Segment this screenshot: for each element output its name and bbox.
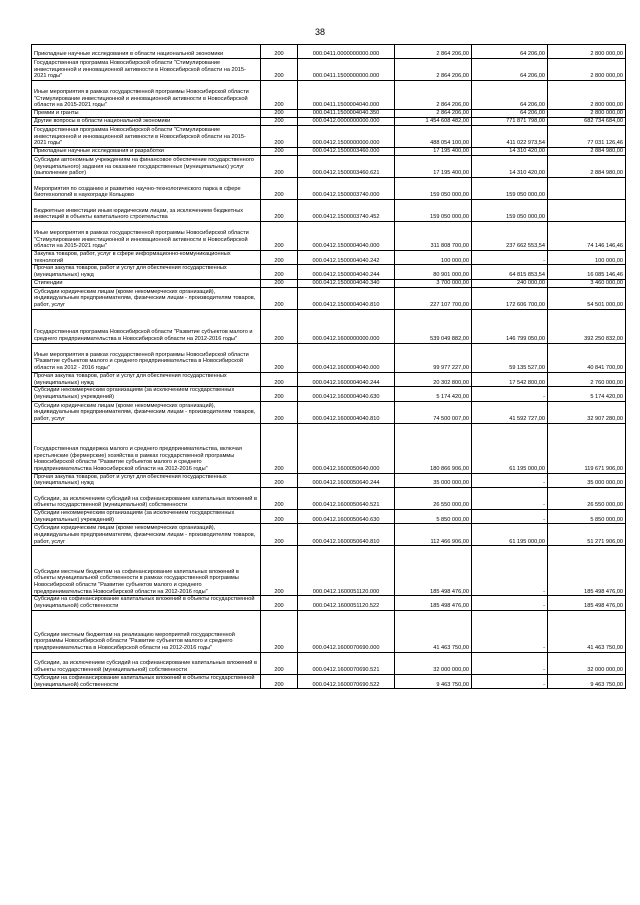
table-row — [32, 401, 626, 423]
row-spent-cell: 146 799 050,00 — [472, 309, 548, 343]
row-name-cell: Прикладные научные исследования в области национальной экономики — [32, 45, 261, 59]
row-code-cell: 000.0412.1600050640.521 — [298, 488, 395, 510]
table-row — [32, 546, 626, 596]
row-code-cell: 000.0412.1600050640.630 — [298, 510, 395, 524]
row-code-cell: 000.0411.0000000000.000 — [298, 45, 395, 59]
row-spent-cell: - — [472, 674, 548, 688]
table-row — [32, 45, 626, 59]
row-code-cell: 000.0412.1500003740.452 — [298, 200, 395, 222]
row-admin-cell: 200 — [261, 488, 298, 510]
row-name-cell: Субсидии юридическим лицам (кроме некоммерческих организаций), индивидуальным предпринимателям, физическим лицам - производителям товаров, работ, услуг — [32, 401, 261, 423]
row-name-cell: Субсидии на софинансирование капитальных вложений в объекты государственной (муниципальной) собственности — [32, 674, 261, 688]
row-code-cell: 000.0412.1600070690.521 — [298, 652, 395, 674]
row-name-cell: Субсидии местным бюджетам на реализацию мероприятий государственной программы Новосибирской области "Развитие субъектов малого и среднего предпринимательства в Новосибирской области на 2012-2016 годы" — [32, 610, 261, 652]
row-spent-cell: 64 206,00 — [472, 59, 548, 81]
row-plan-cell: 5 850 000,00 — [395, 510, 472, 524]
row-name-cell: Субсидии некоммерческим организациям (за исключением государственных (муниципальных) учреждений) — [32, 387, 261, 401]
table-row — [32, 596, 626, 610]
row-code-cell: 000.0412.1500003460.000 — [298, 148, 395, 156]
row-plan-cell: 488 054 100,00 — [395, 126, 472, 148]
row-plan-cell: 2 864 206,00 — [395, 59, 472, 81]
row-name-cell: Другие вопросы в области национальной экономики — [32, 118, 261, 126]
row-admin-cell: 200 — [261, 596, 298, 610]
row-rest-cell: 2 800 000,00 — [548, 81, 626, 110]
table-row — [32, 148, 626, 156]
row-rest-cell: 35 000 000,00 — [548, 473, 626, 487]
row-plan-cell: 100 000,00 — [395, 251, 472, 265]
row-admin-cell: 200 — [261, 372, 298, 386]
table-row — [32, 156, 626, 178]
table-row — [32, 222, 626, 251]
row-rest-cell: 119 671 906,00 — [548, 423, 626, 473]
row-rest-cell: 74 146 146,46 — [548, 222, 626, 251]
table-row — [32, 610, 626, 652]
row-admin-cell: 200 — [261, 652, 298, 674]
table-row — [32, 265, 626, 279]
row-spent-cell: - — [472, 652, 548, 674]
row-code-cell: 000.0412.1600051120.000 — [298, 546, 395, 596]
table-row — [32, 59, 626, 81]
table-row — [32, 423, 626, 473]
row-spent-cell: 64 206,00 — [472, 45, 548, 59]
row-admin-cell: 200 — [261, 423, 298, 473]
row-admin-cell: 200 — [261, 251, 298, 265]
row-code-cell: 000.0411.1500004040.000 — [298, 81, 395, 110]
row-rest-cell: 5 850 000,00 — [548, 510, 626, 524]
row-admin-cell: 200 — [261, 148, 298, 156]
row-code-cell: 000.0412.1600050640.000 — [298, 423, 395, 473]
table-row — [32, 110, 626, 118]
row-code-cell: 000.0411.1500004040.350 — [298, 110, 395, 118]
row-plan-cell: 35 000 000,00 — [395, 473, 472, 487]
row-admin-cell: 200 — [261, 265, 298, 279]
table-row — [32, 178, 626, 200]
row-rest-cell: 392 250 832,00 — [548, 309, 626, 343]
table-row — [32, 279, 626, 287]
row-name-cell: Субсидии автономным учреждениям на финансовое обеспечение государственного (муниципального) задания на оказание государственных (муниципальных) услуг (выполнение работ) — [32, 156, 261, 178]
row-plan-cell: 3 700 000,00 — [395, 279, 472, 287]
row-plan-cell: 180 866 906,00 — [395, 423, 472, 473]
row-plan-cell: 185 498 476,00 — [395, 596, 472, 610]
row-code-cell: 000.0411.1500000000.000 — [298, 59, 395, 81]
row-spent-cell: 64 206,00 — [472, 81, 548, 110]
row-admin-cell: 200 — [261, 156, 298, 178]
row-rest-cell: 2 884 980,00 — [548, 156, 626, 178]
row-code-cell: 000.0412.1600004040.244 — [298, 372, 395, 386]
row-spent-cell: 411 022 973,54 — [472, 126, 548, 148]
row-plan-cell: 159 050 000,00 — [395, 178, 472, 200]
table-row — [32, 251, 626, 265]
row-admin-cell: 200 — [261, 343, 298, 372]
row-plan-cell: 26 550 000,00 — [395, 488, 472, 510]
row-spent-cell: 61 195 000,00 — [472, 423, 548, 473]
row-rest-cell: 40 841 700,00 — [548, 343, 626, 372]
row-code-cell: 000.0412.1500003460.621 — [298, 156, 395, 178]
row-admin-cell: 200 — [261, 401, 298, 423]
row-name-cell: Субсидии некоммерческим организациям (за исключением государственных (муниципальных) учреждений) — [32, 510, 261, 524]
row-name-cell: Субсидии юридическим лицам (кроме некоммерческих организаций), индивидуальным предпринимателям, физическим лицам - производителям товаров, работ, услуг — [32, 524, 261, 546]
row-spent-cell: 172 606 700,00 — [472, 287, 548, 309]
row-spent-cell: 64 815 853,54 — [472, 265, 548, 279]
row-admin-cell: 200 — [261, 309, 298, 343]
row-code-cell: 000.0412.1500003740.000 — [298, 178, 395, 200]
row-spent-cell: 59 135 527,00 — [472, 343, 548, 372]
row-plan-cell: 539 049 882,00 — [395, 309, 472, 343]
row-name-cell: Субсидии на софинансирование капитальных вложений в объекты государственной (муниципальной) собственности — [32, 596, 261, 610]
row-code-cell: 000.0412.1600050640.810 — [298, 524, 395, 546]
row-spent-cell: 159 050 000,00 — [472, 200, 548, 222]
row-admin-cell: 200 — [261, 178, 298, 200]
row-rest-cell: 51 271 906,00 — [548, 524, 626, 546]
row-spent-cell: - — [472, 510, 548, 524]
row-rest-cell: 2 800 000,00 — [548, 45, 626, 59]
table-row — [32, 387, 626, 401]
row-spent-cell: 14 310 420,00 — [472, 148, 548, 156]
row-plan-cell: 2 864 206,00 — [395, 110, 472, 118]
row-name-cell: Прикладные научные исследования и разработки — [32, 148, 261, 156]
row-spent-cell: 61 195 000,00 — [472, 524, 548, 546]
row-name-cell: Иные мероприятия в рамках государственной программы Новосибирской области "Стимулирование инвестиционной и инновационной активности в Новосибирской области на 2015-2021 годы" — [32, 81, 261, 110]
row-rest-cell: 32 000 000,00 — [548, 652, 626, 674]
row-admin-cell: 200 — [261, 387, 298, 401]
row-name-cell: Бюджетные инвестиции иным юридическим лицам, за исключением бюджетных инвестиций в объекты капитального строительства — [32, 200, 261, 222]
row-spent-cell: - — [472, 387, 548, 401]
row-rest-cell: 41 463 750,00 — [548, 610, 626, 652]
table-row — [32, 510, 626, 524]
table-row — [32, 309, 626, 343]
row-admin-cell: 200 — [261, 126, 298, 148]
row-plan-cell: 1 454 608 482,00 — [395, 118, 472, 126]
row-name-cell: Государственная программа Новосибирской области "Развитие субъектов малого и среднего предпринимательства в Новосибирской области на 2012-2016 годы" — [32, 309, 261, 343]
page-number: 38 — [314, 27, 325, 37]
row-plan-cell: 112 466 906,00 — [395, 524, 472, 546]
row-admin-cell: 200 — [261, 45, 298, 59]
row-rest-cell: 185 498 476,00 — [548, 546, 626, 596]
table-row — [32, 524, 626, 546]
row-code-cell: 000.0412.1500004040.244 — [298, 265, 395, 279]
row-code-cell: 000.0412.1500004040.810 — [298, 287, 395, 309]
row-rest-cell: 16 085 146,46 — [548, 265, 626, 279]
table-row — [32, 488, 626, 510]
row-rest-cell — [548, 178, 626, 200]
row-admin-cell: 200 — [261, 510, 298, 524]
row-code-cell: 000.0412.1600004040.630 — [298, 387, 395, 401]
row-name-cell: Прочая закупка товаров, работ и услуг для обеспечения государственных (муниципальных) нужд — [32, 473, 261, 487]
row-spent-cell: 240 000,00 — [472, 279, 548, 287]
row-rest-cell: 5 174 420,00 — [548, 387, 626, 401]
table-row — [32, 343, 626, 372]
row-rest-cell: 54 501 000,00 — [548, 287, 626, 309]
row-plan-cell: 311 808 700,00 — [395, 222, 472, 251]
row-rest-cell: 26 550 000,00 — [548, 488, 626, 510]
row-name-cell: Субсидии местным бюджетам на софинансирование капитальных вложений в объекты муниципальной собственности в рамках государственной программы Новосибирской области "Развитие субъектов малого и среднего предпринимательства Новосибирской области на 2012-2016 годы" — [32, 546, 261, 596]
table-row — [32, 200, 626, 222]
row-name-cell: Прочая закупка товаров, работ и услуг для обеспечения государственных (муниципальных) нужд — [32, 265, 261, 279]
row-admin-cell: 200 — [261, 524, 298, 546]
row-plan-cell: 99 977 227,00 — [395, 343, 472, 372]
row-admin-cell: 200 — [261, 200, 298, 222]
row-plan-cell: 20 302 800,00 — [395, 372, 472, 386]
row-rest-cell: 9 463 750,00 — [548, 674, 626, 688]
row-rest-cell: 2 884 980,00 — [548, 148, 626, 156]
row-code-cell: 000.0412.1500004040.000 — [298, 222, 395, 251]
row-spent-cell: 771 871 798,00 — [472, 118, 548, 126]
row-name-cell: Государственная программа Новосибирской области "Стимулирование инвестиционной и инновационной активности в Новосибирской области на 2015-2021 годы" — [32, 126, 261, 148]
row-spent-cell: - — [472, 251, 548, 265]
row-rest-cell: 2 760 000,00 — [548, 372, 626, 386]
row-rest-cell: 682 734 684,00 — [548, 118, 626, 126]
table-row — [32, 118, 626, 126]
row-name-cell: Закупка товаров, работ, услуг в сфере информационно-коммуникационных технологий — [32, 251, 261, 265]
row-plan-cell: 159 050 000,00 — [395, 200, 472, 222]
row-admin-cell: 200 — [261, 59, 298, 81]
row-code-cell: 000.0412.1500004040.340 — [298, 279, 395, 287]
row-spent-cell: - — [472, 546, 548, 596]
row-spent-cell: 17 542 800,00 — [472, 372, 548, 386]
row-name-cell: Прочая закупка товаров, работ и услуг для обеспечения государственных (муниципальных) нужд — [32, 372, 261, 386]
row-rest-cell: 2 800 000,00 — [548, 59, 626, 81]
row-admin-cell: 200 — [261, 110, 298, 118]
row-rest-cell — [548, 200, 626, 222]
budget-table — [31, 44, 626, 689]
row-plan-cell: 185 498 476,00 — [395, 546, 472, 596]
row-name-cell: Премии и гранты — [32, 110, 261, 118]
row-plan-cell: 5 174 420,00 — [395, 387, 472, 401]
row-admin-cell: 200 — [261, 546, 298, 596]
row-spent-cell: - — [472, 610, 548, 652]
row-plan-cell: 227 107 700,00 — [395, 287, 472, 309]
row-plan-cell: 2 864 206,00 — [395, 45, 472, 59]
row-code-cell: 000.0412.1600070690.000 — [298, 610, 395, 652]
row-spent-cell: 159 050 000,00 — [472, 178, 548, 200]
row-spent-cell: - — [472, 488, 548, 510]
row-admin-cell: 200 — [261, 81, 298, 110]
row-spent-cell: 64 206,00 — [472, 110, 548, 118]
row-name-cell: Иные мероприятия в рамках государственной программы Новосибирской области "Стимулирование инвестиционной и инновационной активности в Новосибирской области на 2015-2021 годы" — [32, 222, 261, 251]
row-name-cell: Государственная программа Новосибирской области "Стимулирование инвестиционной и инновационной активности в Новосибирской области на 2015-2021 годы" — [32, 59, 261, 81]
row-plan-cell: 17 195 400,00 — [395, 148, 472, 156]
row-plan-cell: 74 500 007,00 — [395, 401, 472, 423]
row-name-cell: Мероприятия по созданию и развитию научно-технологического парка в сфере биотехнологий в наукограде Кольцово — [32, 178, 261, 200]
table-row — [32, 81, 626, 110]
row-plan-cell: 32 000 000,00 — [395, 652, 472, 674]
row-rest-cell: 77 031 126,46 — [548, 126, 626, 148]
table-row — [32, 674, 626, 688]
row-rest-cell: 185 498 476,00 — [548, 596, 626, 610]
table-row — [32, 652, 626, 674]
row-rest-cell: 2 800 000,00 — [548, 110, 626, 118]
table-row — [32, 287, 626, 309]
row-name-cell: Субсидии юридическим лицам (кроме некоммерческих организаций), индивидуальным предпринимателям, физическим лицам - производителям товаров, работ, услуг — [32, 287, 261, 309]
row-rest-cell: 100 000,00 — [548, 251, 626, 265]
row-name-cell: Государственная поддержка малого и среднего предпринимательства, включая крестьянские (фермерские) хозяйства в рамках государственной программы Новосибирской области "Развитие субъектов малого и среднего предпринимательства Новосибирской области на 2012-2016 годы" — [32, 423, 261, 473]
row-rest-cell: 32 907 280,00 — [548, 401, 626, 423]
row-spent-cell: - — [472, 596, 548, 610]
row-code-cell: 000.0412.1600004040.810 — [298, 401, 395, 423]
row-code-cell: 000.0412.1600004040.000 — [298, 343, 395, 372]
row-spent-cell: - — [472, 473, 548, 487]
row-plan-cell: 9 463 750,00 — [395, 674, 472, 688]
row-name-cell: Субсидии, за исключением субсидий на софинансирование капитальных вложений в объекты государственной (муниципальной) собственности — [32, 488, 261, 510]
row-admin-cell: 200 — [261, 279, 298, 287]
row-admin-cell: 200 — [261, 118, 298, 126]
row-admin-cell: 200 — [261, 222, 298, 251]
row-code-cell: 000.0412.1600051120.522 — [298, 596, 395, 610]
row-name-cell: Стипендии — [32, 279, 261, 287]
row-code-cell: 000.0412.1500000000.000 — [298, 126, 395, 148]
budget-table-body — [32, 45, 626, 689]
row-plan-cell: 2 864 206,00 — [395, 81, 472, 110]
table-row — [32, 473, 626, 487]
row-plan-cell: 41 463 750,00 — [395, 610, 472, 652]
row-name-cell: Субсидии, за исключением субсидий на софинансирование капитальных вложений в объекты государственной (муниципальной) собственности — [32, 652, 261, 674]
row-spent-cell: 14 310 420,00 — [472, 156, 548, 178]
row-code-cell: 000.0412.1600070690.522 — [298, 674, 395, 688]
row-spent-cell: 41 592 727,00 — [472, 401, 548, 423]
row-admin-cell: 200 — [261, 473, 298, 487]
row-plan-cell: 17 195 400,00 — [395, 156, 472, 178]
row-admin-cell: 200 — [261, 674, 298, 688]
table-row — [32, 372, 626, 386]
row-rest-cell: 3 460 000,00 — [548, 279, 626, 287]
row-code-cell: 000.0412.0000000000.000 — [298, 118, 395, 126]
row-admin-cell: 200 — [261, 610, 298, 652]
row-plan-cell: 80 901 000,00 — [395, 265, 472, 279]
row-spent-cell: 237 662 553,54 — [472, 222, 548, 251]
row-code-cell: 000.0412.1500004040.242 — [298, 251, 395, 265]
row-code-cell: 000.0412.1600000000.000 — [298, 309, 395, 343]
row-code-cell: 000.0412.1600050640.244 — [298, 473, 395, 487]
row-admin-cell: 200 — [261, 287, 298, 309]
table-row — [32, 126, 626, 148]
row-name-cell: Иные мероприятия в рамках государственной программы Новосибирской области "Развитие субъектов малого и среднего предпринимательства в Новосибирской области на 2012 - 2016 годы" — [32, 343, 261, 372]
